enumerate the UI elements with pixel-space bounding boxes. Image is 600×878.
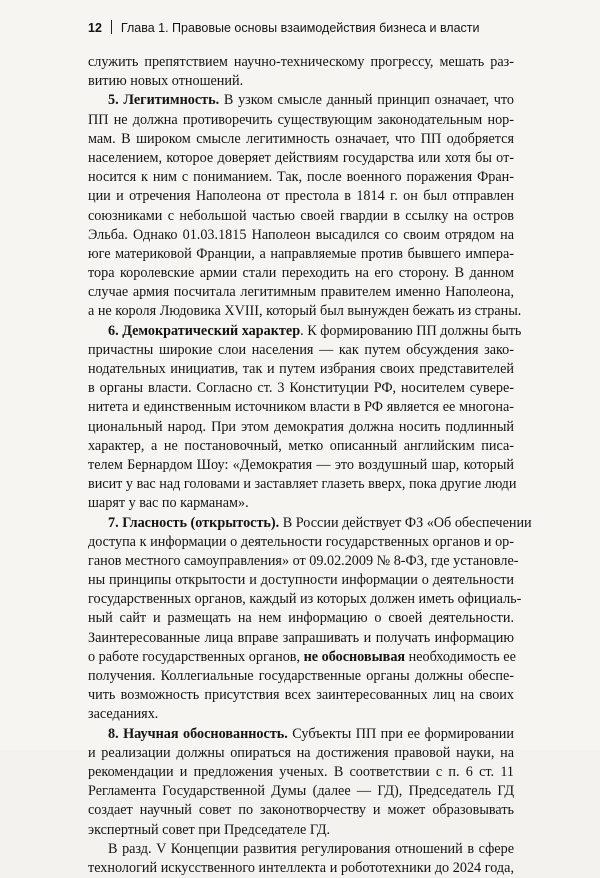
text-line	[88, 91, 514, 110]
emphasis-text: 7. Гласность (открытость).	[108, 514, 280, 531]
line-text: В России действует ФЗ «Об обеспечении	[279, 514, 532, 531]
line-text: о работе государственных органов,	[88, 648, 304, 665]
text-line	[88, 725, 514, 744]
text-line	[88, 705, 514, 724]
line-text: циональный народ. При этом демократия должна носить подлинный	[88, 418, 514, 435]
line-text: ции и отречения Наполеона от престола в 1814 г. он был отправлен	[88, 188, 514, 205]
text-line	[88, 821, 514, 840]
running-head	[88, 20, 518, 36]
line-text: получения. Коллегиальные государственные органы должны обеспе-	[88, 668, 514, 684]
text-line	[88, 686, 514, 705]
line-text: создает научный совет по законотворчеству и может образовывать	[88, 802, 514, 819]
line-text: экспертный совет при Председателе ГД.	[88, 821, 331, 838]
line-text: витию новых отношений.	[88, 73, 244, 90]
text-line	[88, 398, 514, 417]
line-text: государственных органов, каждый из которых должен иметь официаль-	[88, 591, 522, 608]
line-text: населением, которое доверяет действиям государства или хотя бы от-	[88, 149, 514, 166]
text-line	[88, 379, 514, 398]
line-text: телем Бернардом Шоу: «Демократия — это воздушный шар, который	[88, 456, 514, 473]
text-line	[88, 322, 522, 341]
line-text: чить возможность присутствия всех заинтересованных лиц на своих	[88, 687, 514, 704]
text-line	[88, 609, 514, 628]
line-text: служить препятствием научно-техническому прогрессу, мешать раз-	[88, 54, 514, 70]
text-line	[88, 245, 514, 264]
line-text: союзниками с небольшой частью своей гвардии в ссылку на остров	[88, 207, 514, 224]
text-line	[88, 264, 514, 283]
text-line	[88, 648, 514, 667]
text-line	[88, 475, 517, 494]
text-line	[88, 302, 522, 321]
emphasis-text: 8. Научная обоснованность.	[108, 725, 288, 742]
text-line	[88, 667, 514, 686]
line-text: Субъекты ПП при ее формировании	[287, 725, 514, 742]
line-text: В разд. V Концепции развития регулирования отношений в сфере	[108, 840, 514, 857]
text-line	[88, 456, 514, 475]
line-text: и реализации должны опираться на достижения правовой науки, на	[88, 744, 514, 761]
line-text: нодательных инициатив, так и путем избрания своих представителей	[88, 361, 514, 377]
text-line	[88, 149, 514, 168]
text-line	[88, 629, 514, 648]
emphasis-text: 5. Легитимность.	[108, 92, 220, 109]
line-text: заседаниях.	[88, 706, 159, 723]
text-line	[88, 840, 514, 859]
line-text: шарят у вас по карманам».	[88, 495, 249, 512]
header-divider	[111, 20, 112, 34]
chapter-title: Глава 1. Правовые основы взаимодействия бизнеса и власти	[120, 21, 480, 35]
line-text: технологий искусственного интеллекта и робототехники до 2024 года,	[88, 859, 514, 876]
line-text: В узком смысле данный принцип означает, что	[219, 92, 515, 109]
page-number: 12	[88, 21, 102, 35]
line-text: рекомендации и предложения ученых. В соответствии с п. 6 ст. 11	[88, 763, 514, 780]
line-text: ный сайт и размещать на нем информацию о своей деятельности.	[88, 610, 514, 627]
line-text: а не короля Людовика XVIII, который был вынужден бежать из страны.	[88, 303, 522, 320]
line-text: случае армия посчитала легитимным правителем именно Наполеона,	[88, 284, 514, 301]
text-line	[88, 763, 514, 782]
line-text: . К формированию ПП должны быть	[300, 322, 522, 339]
text-line	[88, 207, 514, 226]
text-line	[88, 341, 514, 360]
text-line	[88, 859, 514, 878]
text-line	[88, 801, 514, 820]
line-text: в органы власти. Согласно ст. 3 Конституции РФ, носителем сувере-	[88, 380, 514, 397]
text-line	[88, 226, 514, 245]
text-line	[88, 418, 514, 437]
text-line	[88, 130, 514, 149]
text-line	[88, 111, 514, 130]
line-text: характер, а не постановочный, метко описанный английским писа-	[88, 437, 514, 454]
line-text: висит у вас над головами и заставляет глазеть вверх, пока другие люди	[88, 476, 517, 493]
text-line	[88, 283, 514, 302]
text-line	[88, 533, 514, 552]
line-text: ПП не должна противоречить существующим законодательным нор-	[88, 111, 514, 128]
text-line	[88, 72, 514, 91]
text-line	[88, 590, 522, 609]
text-line	[88, 514, 532, 533]
text-line	[88, 53, 514, 72]
line-text: Заинтересованные лица вправе запрашивать и получать информацию	[88, 629, 514, 646]
text-line	[88, 437, 514, 456]
line-text: мам. В широком смысле легитимность означает, что ПП одобряется	[88, 130, 514, 147]
text-line	[88, 552, 519, 571]
line-text: доступа к информации о деятельности государственных органов и ор-	[88, 533, 514, 550]
line-text: Регламента Государственной Думы (далее — ГД), Председатель ГД	[88, 783, 514, 800]
text-line	[88, 744, 514, 763]
text-line	[88, 168, 514, 187]
line-text: юге материковой Франции, а направляемые против бывшего импера-	[88, 245, 514, 262]
body-text	[88, 53, 532, 878]
text-line	[88, 571, 514, 590]
line-text: тора королевские армии стали переходить на его сторону. В данном	[88, 265, 514, 282]
line-text: нитета и единственным источником власти в РФ является ее многона-	[88, 399, 514, 416]
line-text: Эльба. Однако 01.03.1815 Наполеон высадился со своим отрядом на	[88, 226, 514, 243]
emphasis-text: не обосновывая	[303, 648, 406, 665]
text-line	[88, 782, 514, 801]
line-text: ны принципы открытости и доступности информации о деятельности	[88, 572, 514, 589]
text-line	[88, 494, 514, 513]
line-text: причастны широкие слои населения — как путем обсуждения зако-	[88, 341, 514, 358]
text-line	[88, 187, 514, 206]
line-text: необходимость ее	[405, 648, 516, 665]
text-line	[88, 360, 514, 379]
line-text: носится к ним с пониманием. Так, после военного поражения Фран-	[88, 169, 514, 186]
line-text: ганов местного самоуправления» от 09.02.2009 № 8-ФЗ, где установле-	[88, 552, 519, 569]
emphasis-text: 6. Демократический характер	[108, 322, 301, 339]
